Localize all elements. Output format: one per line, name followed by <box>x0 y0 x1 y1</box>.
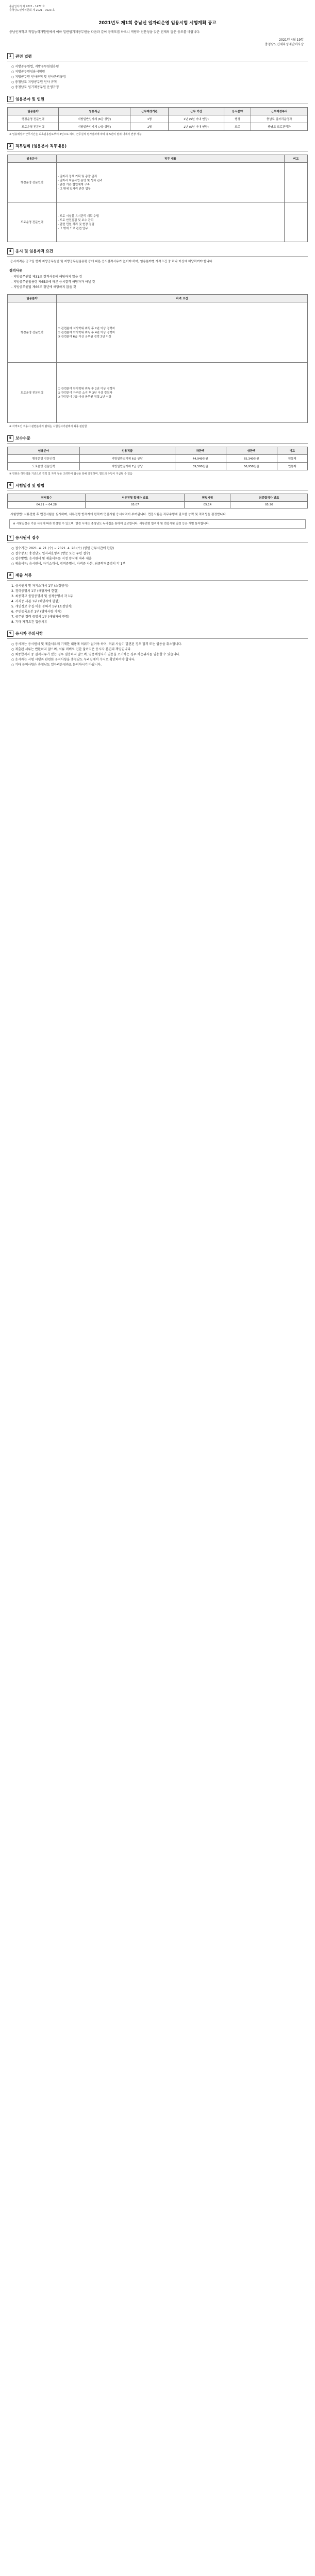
schedule-notice: ※ 시험일정은 기관 사정에 따라 변경될 수 있으며, 변경 시에는 충청남도 누리집을 통하여 공고합니다. 서류전형 합격자 및 면접시험 일정 등은 개별 통지합니다. <box>9 519 306 529</box>
schedule-method: 시험방법: 서류전형 후 면접시험을 실시하며, 서류전형 합격자에 한하여 면접시험 응시자격이 부여됩니다. 면접시험은 직무수행에 필요한 능력 및 적격성을 검정합니다. <box>10 513 227 516</box>
section-qualifications <box>7 248 308 429</box>
section-schedule <box>7 482 308 529</box>
meta-line-2: 충청남도인사위원회 제 2021 - 0023 호 <box>9 9 55 12</box>
section-number: 6 <box>7 482 13 488</box>
section-positions <box>7 96 308 137</box>
list-item: ○ 지방공무원임용시험령 <box>11 70 45 74</box>
section-title <box>7 435 308 444</box>
doc-meta <box>9 5 308 12</box>
list-item: ○ 접수장소: 충청남도 일자리운영과 (방문 또는 우편 접수) <box>11 551 90 555</box>
list-item: ○ 제출서류: 응시원서, 자기소개서, 경력증명서, 자격증 사본, 최종학력증명서 각 1부 <box>11 562 126 566</box>
list-item: - 지방공무원법 제66조 정년에 해당하지 않을 것 <box>11 285 76 289</box>
list-item: 4. 자격증 사본 1부 (해당자에 한함) <box>11 599 60 603</box>
application-list <box>7 546 308 566</box>
section-salary <box>7 435 308 477</box>
list-item: 8. 기타 자격요건 입증서류 <box>11 620 47 624</box>
section-title <box>7 572 308 581</box>
list-item: 6. 주민등록초본 1부 (병역사항 기재) <box>11 609 62 614</box>
table-row: 도로운영 전문인력 - 도로 시설물 유지관리 계획 수립 - 도로 안전점검 및 보수 관리 - 관련 민원 처리 및 현장 점검 - 그 밖에 도로 관련 업무 <box>8 202 308 242</box>
qualification-intro: 응시자격은 공고일 현재 지방공무원법 및 지방공무원임용령 등에 따른 응시결격사유가 없어야 하며, 임용분야별 자격요건 중 하나 이상에 해당하여야 합니다. <box>10 260 213 263</box>
section-notices <box>7 631 308 667</box>
positions-table <box>7 107 308 131</box>
document <box>7 0 308 688</box>
qualification-note: ※ 자격요건 적용시 관련분야의 범위는 시험실시기관에서 최종 판단함 <box>9 425 87 428</box>
table-row: 행정운영 전문인력 지방일반임기제 (6급 상당) 1명 2년 (5년 이내 연장) 행정 충남도 일자리운영과 <box>8 115 308 123</box>
table-header-row: 원서접수 서류전형 합격자 발표 면접시험 최종합격자 발표 <box>8 494 308 502</box>
qualification-table <box>7 294 308 423</box>
section-title-text: 임용분야 및 인원 <box>15 96 44 101</box>
section-number: 4 <box>7 248 13 255</box>
section-title-text: 응시원서 접수 <box>15 535 40 540</box>
list-item: ○ 지방공무원법, 지방공무원임용령 <box>11 65 59 69</box>
section-title-text: 관련 법령 <box>15 54 32 59</box>
section-title <box>7 143 308 151</box>
list-item: ○ 최종합격자 중 결격사유가 있는 경우 임용하지 않으며, 임용예정자가 임용을 포기하는 경우 차순위자를 임용할 수 있습니다. <box>11 652 180 656</box>
org-line: 충청남도인재육성재단이사장 <box>264 43 304 46</box>
section-title-text: 직무범위 (임용분야 직무내용) <box>15 144 67 148</box>
section-title <box>7 482 308 490</box>
list-item: ○ 응시자는 시험 시행과 관련한 공지사항을 충청남도 누리집에서 수시로 확인하여야 합니다. <box>11 657 136 662</box>
section-number: 3 <box>7 143 13 149</box>
page-title: 2021년도 제1회 충남신 일자리운영 임용시험 시행계획 공고 <box>98 21 217 26</box>
table-row: 도로운영 전문인력 지방일반임기제 7급 상당 39,500천원 56,958천원 연봉제 <box>8 462 308 470</box>
date-block <box>11 38 304 47</box>
list-item: 7. 공무원 경력 증명서 1부 (해당자에 한함) <box>11 615 70 619</box>
table-row: 도로운영 전문인력 ① 관련분야 학사학위 취득 후 2년 이상 경력자 ② 관련분야 자격증 소지 후 3년 이상 경력자 ③ 관련분야 7급 이상 공무원 경력 2년 이상 <box>8 363 308 423</box>
table-row: 행정운영 전문인력 ① 관련분야 석사학위 취득 후 2년 이상 경력자 ② 관련분야 학사학위 취득 후 4년 이상 경력자 ③ 관련분야 6급 이상 공무원 경력 2년 이상 <box>8 302 308 363</box>
section-number: 8 <box>7 572 13 579</box>
list-item: ○ 기타 문의사항은 충청남도 일자리운영과로 문의하시기 바랍니다. <box>11 663 102 667</box>
duties-table <box>7 155 308 242</box>
table-header-row: 임용분야 직무 내용 비고 <box>8 155 308 162</box>
section-title <box>7 53 308 61</box>
table-header-row: 임용분야 자격 요건 <box>8 295 308 302</box>
section-documents <box>7 572 308 624</box>
table-row: 행정운영 전문인력 지방일반임기제 6급 상당 44,949천원 65,340천원 연봉제 <box>8 454 308 462</box>
section-laws <box>7 53 308 90</box>
list-item: ○ 지방공무원 인사규칙 및 인사관리규정 <box>11 75 66 79</box>
table-row: 04.21 ~ 04.28 05.07 05.14 05.20 <box>8 502 308 509</box>
section-title <box>7 96 308 104</box>
table-row: 도로운영 전문인력 지방일반임기제 (7급 상당) 1명 2년 (5년 이내 연장) 도로 충남도 도로관리과 <box>8 123 308 131</box>
table-header-row: 임용분야 임용직급 근무예정기관 근무 기간 응시분야 근무예정부서 <box>8 108 308 115</box>
list-item: - 지방공무원법 제31조 결격사유에 해당하지 않을 것 <box>11 275 82 279</box>
list-item: ○ 충청남도 임기제공무원 운영규정 <box>11 86 59 89</box>
section-number: 5 <box>7 435 13 442</box>
list-item: 1. 응시원서 및 자기소개서 1부 (소정양식) <box>11 584 69 588</box>
intro-text: 충남인재학교 직업능력개발원에서 이하 일반임기제공무원을 다음과 같이 공개모집 하오니 역량과 전문성을 갖춘 인재의 많은 응모를 바랍니다. <box>9 30 201 34</box>
positions-note: ※ 임용예정자 근무기간은 최초임용일로부터 2년으로 하되, 근무실적 평가결과에 따라 총 5년의 범위 내에서 연장 가능 <box>9 133 142 136</box>
section-title <box>7 631 308 639</box>
list-item: ○ 제출된 서류는 반환하지 않으며, 서류 미비로 인한 불이익은 응시자 본인의 책임입니다. <box>11 647 131 651</box>
list-item: ○ 접수방법: 응시원서 및 제출서류를 지정 양식에 따라 제출 <box>11 556 92 561</box>
section-number: 2 <box>7 96 13 102</box>
section-number: 7 <box>7 535 13 541</box>
section-number: 1 <box>7 53 13 59</box>
section-number: 9 <box>7 631 13 637</box>
section-title <box>7 248 308 257</box>
list-item: 3. 최종학교 졸업증명서 및 성적증명서 각 1부 <box>11 594 73 598</box>
section-title-text: 보수수준 <box>15 436 30 440</box>
section-title <box>7 535 308 543</box>
section-title-text: 응시 및 임용자격 요건 <box>15 249 54 253</box>
table-header-row: 임용분야 임용직급 하한액 상한액 비고 <box>8 447 308 454</box>
list-item: ○ 응시자는 응시원서 및 제출서류에 기재한 내용에 허위가 없어야 하며, 허위 사실이 발견된 경우 합격 또는 임용을 취소합니다. <box>11 642 183 646</box>
documents-list <box>7 584 308 624</box>
subheading: 결격사유 <box>9 268 23 273</box>
section-application <box>7 535 308 566</box>
list-item: - 지방공무원임용령 제65조에 따른 응시결격 해당자가 아닐 것 <box>11 280 95 284</box>
section-title-text: 제출 서류 <box>15 573 32 578</box>
list-item: ○ 접수기간: 2021. 4. 21.(수) ~ 2021. 4. 28.(수) (평일 근무시간에 한함) <box>11 546 114 550</box>
date-line: 2021년 4월 19일 <box>279 38 304 42</box>
list-item: 5. 개인정보 수집·이용 동의서 1부 (소정양식) <box>11 604 73 608</box>
meta-line-1: 충남일자리 제 2021 - 1477 호 <box>9 5 45 8</box>
section-title-text: 응시자 주의사항 <box>15 631 43 636</box>
schedule-table <box>7 494 308 509</box>
law-list <box>7 64 308 90</box>
section-title-text: 시험일정 및 방법 <box>15 483 44 488</box>
salary-table <box>7 447 308 470</box>
table-row: 행정운영 전문인력 - 일자리 정책 기획 및 총괄 관리 - 일자리 지원사업 운영 및 성과 관리 - 관련 기관 협업체계 구축 - 그 밖에 일자리 관련 업무 <box>8 162 308 202</box>
list-item: ○ 충청남도 지방공무원 인사 규칙 <box>11 80 57 84</box>
list-item: 2. 경력증명서 1부 (해당자에 한함) <box>11 589 59 593</box>
disqualification-list <box>7 275 308 290</box>
notices-list <box>7 642 308 667</box>
salary-note: ※ 연봉은 하한액을 기준으로 경력 및 자격 등을 고려하여 협상을 통해 결정하며, 별도의 수당이 지급될 수 있음 <box>9 472 132 476</box>
section-duties <box>7 143 308 242</box>
